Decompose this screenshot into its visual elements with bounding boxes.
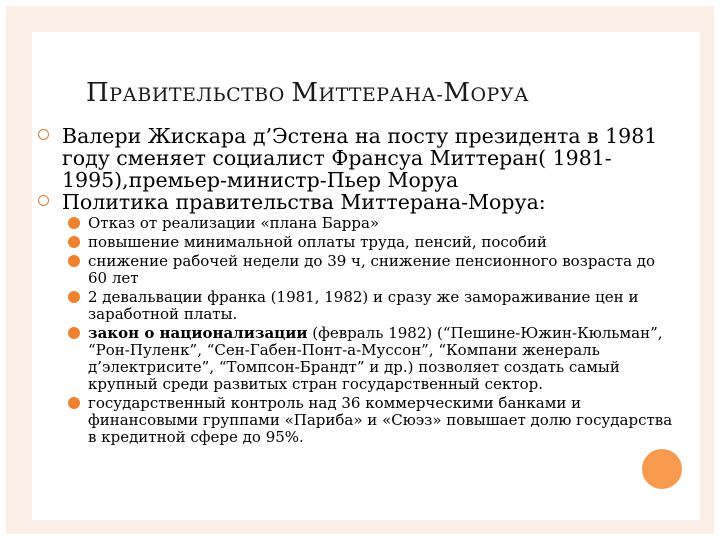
sub-bullet-text: государственный контроль над 36 коммерческими банками и финансовыми группами «Париба» и «Сюэз» повышает долю государства в кредитной сфере до 95%. [88,394,673,446]
sub-bullet-text: Отказ от реализации «плана Барра» [88,214,380,232]
sub-list [68,215,678,446]
title-part: РАВИТЕЛЬСТВО [109,84,292,106]
bullet-text: Политика правительства Миттерана-Моруа: [62,190,546,214]
sub-list-item [68,234,678,251]
sub-bullet-text: 2 девальвации франка (1981, 1982) и сразу же замораживание цен и заработной платы. [88,288,639,323]
sub-list-item [68,289,678,323]
ring-bullet-icon [38,129,49,140]
list-item [38,191,678,213]
sub-bullet-text: (февраль 1982) (“Пешине-Южин-Кюльман”, “Рон-Пуленк”, “Сен-Габен-Понт-а-Муссон”, “Компани женераль д’электрисите”, “Томпсон-Брандт” и др.) позволяет создать самый крупный среди развитых стран государственный сектор. [88,324,663,393]
dot-bullet-icon [68,327,80,339]
sub-list-item [68,253,678,287]
sub-list-item [68,325,678,393]
title-part: ИТТЕРАНА- [318,84,444,106]
title-part: П [86,78,110,108]
ring-bullet-icon [38,195,49,206]
sub-list-item [68,395,678,446]
dot-bullet-icon [68,255,80,267]
dot-bullet-icon [68,397,80,409]
sub-bullet-text: снижение рабочей недели до 39 ч, снижение пенсионного возраста до 60 лет [88,252,656,287]
slide-content [38,125,678,448]
sub-list-item [68,215,678,232]
title-part: М [291,78,319,108]
list-item [38,125,678,191]
decorative-circle [638,445,686,493]
dot-bullet-icon [68,217,80,229]
bullet-text: Валери Жискара д’Эстена на посту президента в 1981 году сменяет социалист Франсуа Миттеран( 1981-1995),премьер-министр-Пьер Моруа [62,124,658,192]
dot-bullet-icon [68,236,80,248]
sub-bullet-text: повышение минимальной оплаты труда, пенсий, пособий [88,233,547,251]
dot-bullet-icon [68,291,80,303]
page-title [86,78,529,108]
title-part: М [443,78,471,108]
sub-bullet-bold-text: закон о национализации [88,324,308,342]
title-part: ОРУА [470,84,529,106]
